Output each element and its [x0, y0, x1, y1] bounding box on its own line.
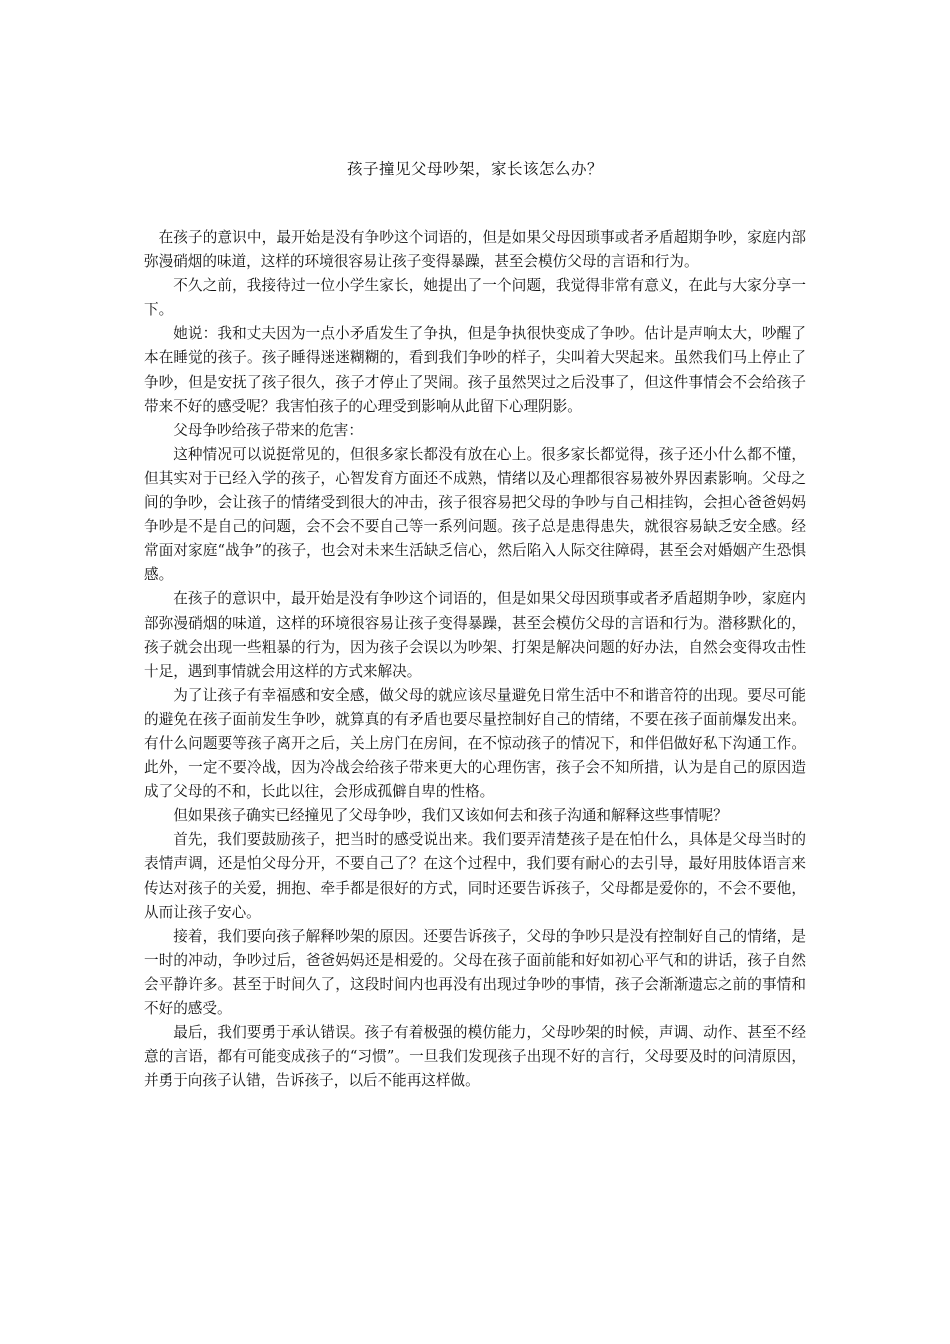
paragraph: 在孩子的意识中，最开始是没有争吵这个词语的，但是如果父母因琐事或者矛盾超期争吵，家庭内部弥漫硝烟的味道，这样的环境很容易让孩子变得暴躁，甚至会模仿父母的言语和行为。: [144, 229, 806, 271]
section-heading: 父母争吵给孩子带来的危害：: [173, 421, 363, 439]
paragraph: 不久之前，我接待过一位小学生家长，她提出了一个问题，我觉得非常有意义，在此与大家分享一下。: [144, 277, 806, 319]
paragraph: 她说：我和丈夫因为一点小矛盾发生了争执，但是争执很快变成了争吵。估计是声响太大，吵醒了本在睡觉的孩子。孩子睡得迷迷糊糊的，看到我们争吵的样子，尖叫着大哭起来。虽然我们马上停止了争吵，但是安抚了孩子很久，孩子才停止了哭闹。孩子虽然哭过之后没事了，但这件事情会不会给孩子带来不好的感受呢？我害怕孩子的心理受到影响从此留下心理阴影。: [144, 325, 806, 415]
paragraph: 接着，我们要向孩子解释吵架的原因。还要告诉孩子，父母的争吵只是没有控制好自己的情绪，是一时的冲动，争吵过后，爸爸妈妈还是相爱的。父母在孩子面前能和好如初心平气和的讲话，孩子自然会平静许多。甚至于时间久了，这段时间内也再没有出现过争吵的事情，孩子会渐渐遗忘之前的事情和不好的感受。: [144, 927, 806, 1017]
paragraph: 这种情况可以说挺常见的，但很多家长都没有放在心上。很多家长都觉得，孩子还小什么都不懂，但其实对于已经入学的孩子，心智发育方面还不成熟，情绪以及心理都很容易被外界因素影响。父母之间的争吵，会让孩子的情绪受到很大的冲击，孩子很容易把父母的争吵与自己相挂钩，会担心爸爸妈妈争吵是不是自己的问题，会不会不要自己等一系列问题。孩子总是患得患失，就很容易缺乏安全感。经常面对家庭“战争”的孩子，也会对未来生活缺乏信心，然后陷入人际交往障碍，甚至会对婚姻产生恐惧感。: [144, 445, 806, 584]
paragraph: 在孩子的意识中，最开始是没有争吵这个词语的，但是如果父母因琐事或者矛盾超期争吵，家庭内部弥漫硝烟的味道，这样的环境很容易让孩子变得暴躁，甚至会模仿父母的言语和行为。潜移默化的，孩子就会出现一些粗暴的行为，因为孩子会误以为吵架、打架是解决问题的好办法，自然会变得攻击性十足，遇到事情就会用这样的方式来解决。: [144, 590, 806, 680]
paragraph: 最后，我们要勇于承认错误。孩子有着极强的模仿能力，父母吵架的时候，声调、动作、甚至不经意的言语，都有可能变成孩子的“习惯”。一旦我们发现孩子出现不好的言行，父母要及时的问清原因，并勇于向孩子认错，告诉孩子，以后不能再这样做。: [144, 1024, 806, 1090]
paragraph: 但如果孩子确实已经撞见了父母争吵，我们又该如何去和孩子沟通和解释这些事情呢？: [173, 807, 728, 825]
paragraph: 首先，我们要鼓励孩子，把当时的感受说出来。我们要弄清楚孩子是在怕什么，具体是父母当时的表情声调，还是怕父母分开，不要自己了？在这个过程中，我们要有耐心的去引导，最好用肢体语言来传达对孩子的关爱，拥抱、牵手都是很好的方式，同时还要告诉孩子，父母都是爱你的，不会不要他，从而让孩子安心。: [144, 831, 806, 921]
document-title: 孩子撞见父母吵架，家长该怎么办？: [346, 160, 603, 178]
document-body: [144, 226, 806, 1093]
paragraph: 为了让孩子有幸福感和安全感，做父母的就应该尽量避免日常生活中不和谐音符的出现。要尽可能的避免在孩子面前发生争吵，就算真的有矛盾也要尽量控制好自己的情绪，不要在孩子面前爆发出来。有什么问题要等孩子离开之后，关上房门在房间，在不惊动孩子的情况下，和伴侣做好私下沟通工作。此外，一定不要冷战，因为冷战会给孩子带来更大的心理伤害，孩子会不知所措，认为是自己的原因造成了父母的不和，长此以往，会形成孤僻自卑的性格。: [144, 686, 806, 801]
